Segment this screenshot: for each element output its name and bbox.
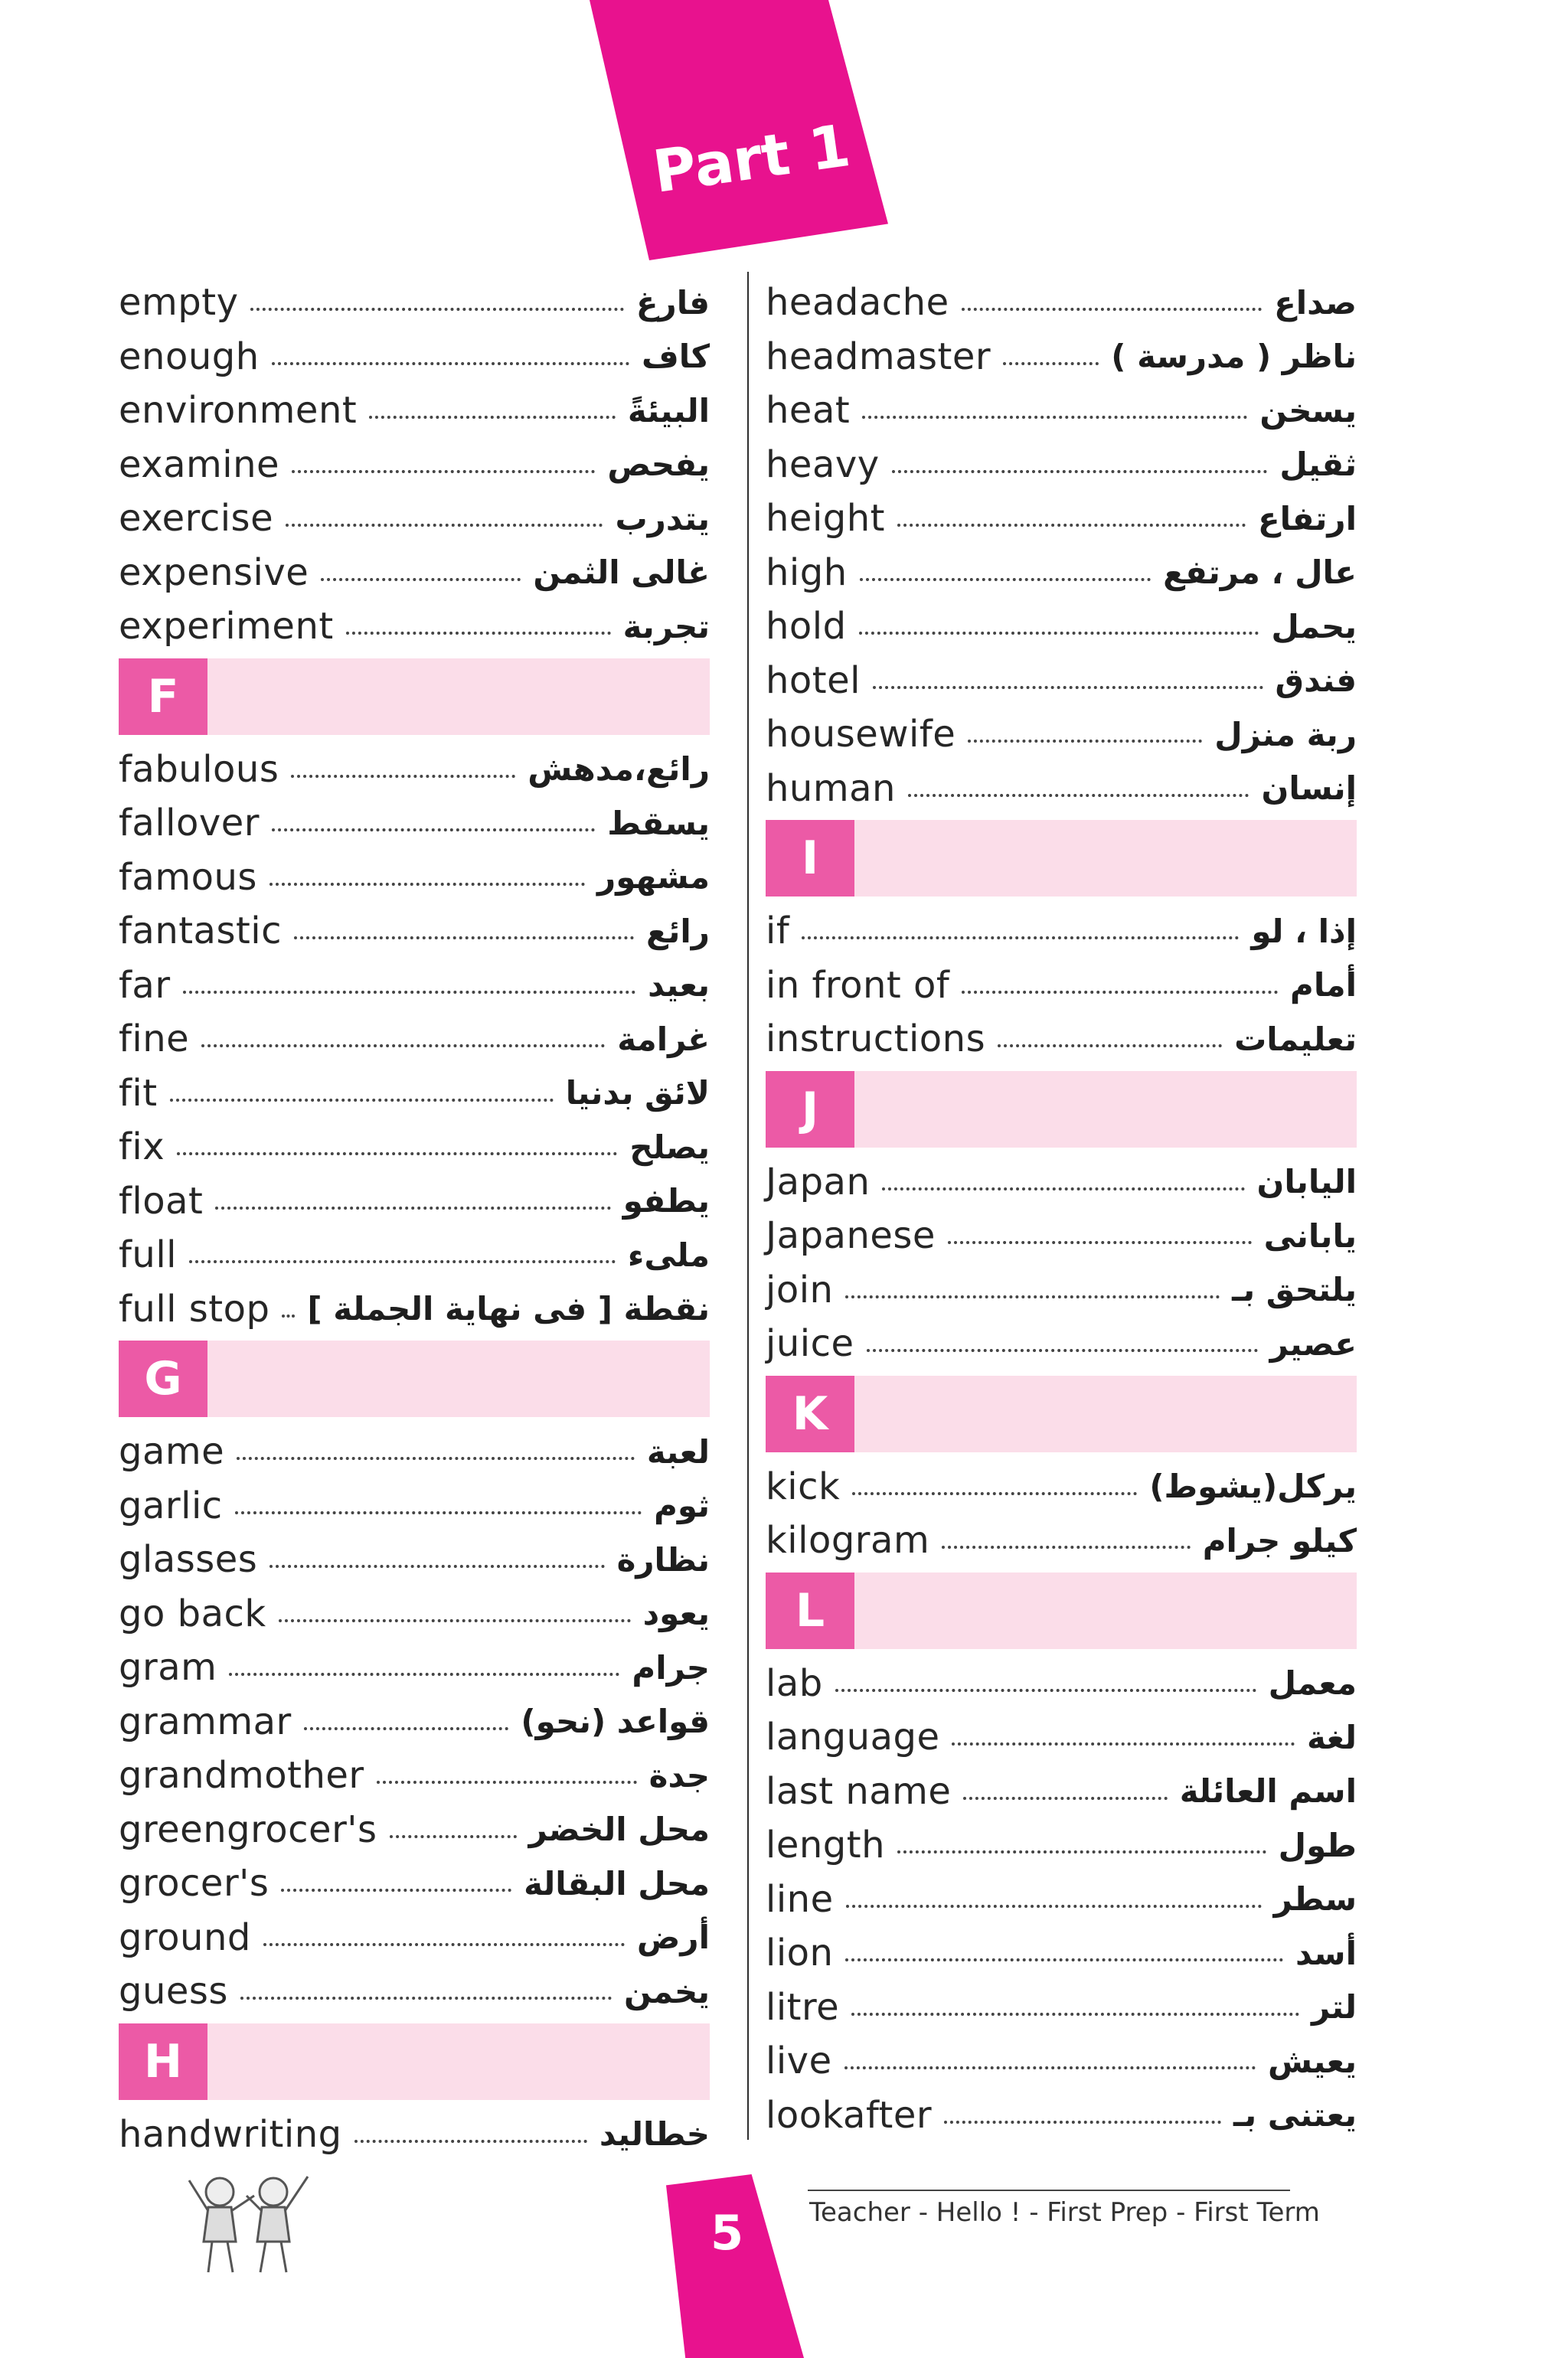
- part-title: Part 1: [648, 110, 854, 206]
- english-word: lab: [766, 1661, 823, 1705]
- vocab-entry: [119, 1066, 710, 1121]
- dot-leader: [183, 991, 636, 994]
- arabic-translation: يركل(يشوط): [1149, 1468, 1357, 1506]
- dot-leader: [377, 1781, 637, 1784]
- arabic-translation: يتدرب: [615, 499, 710, 537]
- arabic-translation: إذا ، لو: [1251, 912, 1357, 950]
- dot-leader: [272, 828, 595, 831]
- arabic-translation: ملىء: [627, 1236, 710, 1274]
- vocab-entry: [766, 1263, 1357, 1318]
- arabic-translation: ثوم: [654, 1487, 710, 1525]
- english-word: fallover: [119, 802, 260, 845]
- english-word: enough: [119, 335, 260, 378]
- dot-leader: [346, 632, 611, 635]
- dot-leader: [215, 1207, 610, 1210]
- dot-leader: [944, 2121, 1221, 2124]
- letter-section-header: [766, 820, 1357, 896]
- dot-leader: [962, 991, 1278, 994]
- vocab-entry: [119, 1803, 710, 1857]
- vocab-entry: [766, 2034, 1357, 2089]
- section-letter: L: [766, 1573, 854, 1649]
- vocab-entry: [766, 762, 1357, 816]
- english-word: fabulous: [119, 747, 279, 791]
- english-word: expensive: [119, 550, 309, 594]
- arabic-translation: محل البقالة: [524, 1864, 710, 1902]
- dot-leader: [952, 1742, 1295, 1746]
- section-letter: K: [766, 1376, 854, 1452]
- vocab-entry: [766, 1657, 1357, 1711]
- section-bar-fill: [207, 658, 710, 735]
- dot-leader: [835, 1689, 1256, 1692]
- dot-leader: [291, 775, 515, 778]
- dot-leader: [998, 1044, 1222, 1047]
- english-word: garlic: [119, 1484, 223, 1527]
- english-word: full stop: [119, 1287, 270, 1331]
- vocab-entry: [766, 1012, 1357, 1066]
- arabic-translation: صداع: [1274, 283, 1357, 322]
- vocab-entry: [119, 438, 710, 492]
- dot-leader: [867, 1349, 1258, 1352]
- english-word: environment: [119, 389, 358, 433]
- page-number: 5: [710, 2205, 744, 2261]
- vocab-entry: [766, 1460, 1357, 1514]
- english-word: if: [766, 910, 790, 953]
- dot-leader: [390, 1835, 517, 1838]
- letter-section-header: [766, 1071, 1357, 1148]
- arabic-translation: لعبة: [646, 1432, 710, 1471]
- dot-leader: [201, 1044, 605, 1047]
- arabic-translation: يعيش: [1268, 2042, 1357, 2080]
- arabic-translation: يسخن: [1259, 391, 1357, 429]
- english-word: famous: [119, 855, 257, 899]
- vocab-entry: [766, 384, 1357, 438]
- dot-leader: [263, 1943, 625, 1946]
- english-word: headache: [766, 281, 949, 325]
- english-word: grocer's: [119, 1862, 270, 1906]
- english-word: greengrocer's: [119, 1808, 377, 1851]
- arabic-translation: بعيد: [648, 966, 710, 1004]
- english-word: instructions: [766, 1017, 986, 1061]
- column-divider: [747, 272, 749, 2140]
- english-word: fantastic: [119, 910, 283, 953]
- english-word: juice: [766, 1322, 854, 1366]
- arabic-translation: ربة منزل: [1214, 715, 1357, 753]
- dot-leader: [286, 524, 603, 527]
- arabic-translation: خطاليد: [599, 2115, 710, 2154]
- dot-leader: [270, 883, 585, 886]
- vocab-entry: [766, 546, 1357, 600]
- cartoon-kids-image: [178, 2165, 323, 2280]
- arabic-translation: البيئةً: [627, 391, 710, 429]
- arabic-translation: رائع،مدهش: [528, 750, 710, 789]
- english-word: glasses: [119, 1538, 258, 1582]
- footer-text: Teacher - Hello ! - First Prep - First Term: [809, 2197, 1320, 2228]
- english-word: empty: [119, 281, 239, 325]
- vocab-entry: [119, 492, 710, 546]
- dot-leader: [321, 578, 521, 581]
- dot-leader: [851, 2013, 1299, 2016]
- english-word: high: [766, 550, 848, 594]
- dot-leader: [235, 1511, 642, 1514]
- section-letter: I: [766, 820, 854, 896]
- section-bar-fill: [854, 820, 1357, 896]
- dot-leader: [240, 1997, 612, 2000]
- vocab-entry: [766, 1155, 1357, 1210]
- vocab-entry: [119, 1533, 710, 1587]
- arabic-translation: تعليمات: [1234, 1020, 1357, 1058]
- dot-leader: [170, 1099, 554, 1102]
- english-word: go back: [119, 1592, 266, 1635]
- section-bar-fill: [854, 1376, 1357, 1452]
- page-number-tab: [666, 2174, 804, 2358]
- dot-leader: [892, 470, 1268, 473]
- dot-leader: [354, 2140, 587, 2143]
- dot-leader: [897, 1850, 1266, 1853]
- vocab-entry: [119, 1911, 710, 1965]
- arabic-translation: ناظر ( مدرسة ): [1111, 338, 1357, 376]
- vocab-entry: [766, 492, 1357, 546]
- english-word: heat: [766, 389, 851, 433]
- dot-leader: [1003, 362, 1099, 365]
- english-word: far: [119, 963, 171, 1007]
- section-bar-fill: [854, 1071, 1357, 1148]
- dot-leader: [237, 1457, 635, 1460]
- arabic-translation: يحمل: [1271, 607, 1357, 645]
- english-word: language: [766, 1716, 940, 1759]
- dot-leader: [282, 1315, 295, 1318]
- dot-leader: [229, 1673, 619, 1676]
- vocab-entry: [119, 546, 710, 600]
- english-word: join: [766, 1268, 834, 1311]
- english-word: height: [766, 497, 885, 541]
- vocab-entry: [766, 1981, 1357, 2035]
- dot-leader: [962, 308, 1262, 311]
- vocab-entry: [766, 1317, 1357, 1371]
- dot-leader: [862, 416, 1247, 419]
- arabic-translation: كاف: [642, 338, 710, 376]
- english-word: housewife: [766, 713, 956, 756]
- arabic-translation: لائق بدنيا: [565, 1074, 710, 1112]
- arabic-translation: لغة: [1307, 1718, 1357, 1756]
- vocab-entry: [119, 1479, 710, 1533]
- vocab-column-left: [119, 276, 710, 2161]
- letter-section-header: [766, 1573, 1357, 1649]
- english-word: game: [119, 1430, 225, 1474]
- english-word: guess: [119, 1970, 228, 2013]
- arabic-translation: طول: [1278, 1826, 1357, 1864]
- vocab-entry: [119, 1012, 710, 1066]
- arabic-translation: مشهور: [597, 858, 710, 896]
- footer-rule: [808, 2190, 1290, 2191]
- vocab-entry: [119, 851, 710, 905]
- vocab-entry: [119, 1587, 710, 1641]
- arabic-translation: نقطة [ فى نهاية الجملة ]: [307, 1290, 710, 1328]
- arabic-translation: يسقط: [607, 804, 710, 842]
- arabic-translation: إنسان: [1261, 769, 1357, 808]
- arabic-translation: يعود: [642, 1595, 710, 1633]
- english-word: heavy: [766, 443, 880, 486]
- english-word: exercise: [119, 497, 274, 541]
- dot-leader: [802, 936, 1239, 939]
- arabic-translation: محل الخضر: [528, 1811, 710, 1849]
- dot-leader: [845, 1958, 1283, 1961]
- english-word: examine: [119, 443, 280, 486]
- vocab-entry: [119, 1120, 710, 1174]
- vocab-entry: [766, 1514, 1357, 1568]
- letter-section-header: [119, 658, 710, 735]
- vocab-entry: [766, 1209, 1357, 1263]
- letter-section-header: [766, 1376, 1357, 1452]
- vocab-entry: [119, 904, 710, 959]
- english-word: experiment: [119, 605, 334, 648]
- vocab-entry: [766, 438, 1357, 492]
- arabic-translation: معمل: [1268, 1664, 1357, 1703]
- arabic-translation: قواعد (نحو): [521, 1703, 710, 1741]
- arabic-translation: يلتحق بـ: [1232, 1271, 1357, 1309]
- section-bar-fill: [207, 2023, 710, 2100]
- vocab-entry: [119, 2108, 710, 2162]
- english-word: length: [766, 1824, 885, 1867]
- arabic-translation: جدة: [648, 1756, 710, 1795]
- english-word: fix: [119, 1125, 165, 1169]
- arabic-translation: ارتفاع: [1257, 499, 1357, 537]
- letter-section-header: [119, 1341, 710, 1417]
- vocab-entry: [766, 654, 1357, 708]
- vocab-entry: [119, 599, 710, 654]
- vocab-entry: [766, 2089, 1357, 2143]
- english-word: kilogram: [766, 1519, 930, 1563]
- dot-leader: [369, 416, 616, 419]
- dot-leader: [968, 740, 1202, 743]
- english-word: handwriting: [119, 2112, 342, 2156]
- dot-leader: [281, 1889, 511, 1892]
- dot-leader: [272, 362, 629, 365]
- english-word: in front of: [766, 963, 950, 1007]
- dot-leader: [963, 1797, 1167, 1800]
- vocab-entry: [119, 1857, 710, 1911]
- english-word: ground: [119, 1915, 251, 1959]
- dot-leader: [270, 1565, 604, 1568]
- dot-leader: [942, 1546, 1191, 1549]
- english-word: full: [119, 1233, 177, 1277]
- dot-leader: [897, 524, 1246, 527]
- dot-leader: [177, 1152, 617, 1155]
- english-word: grandmother: [119, 1754, 364, 1798]
- section-bar-fill: [207, 1341, 710, 1417]
- vocab-entry: [119, 330, 710, 384]
- arabic-translation: يفحص: [607, 446, 710, 484]
- english-word: live: [766, 2040, 832, 2083]
- dot-leader: [844, 2066, 1256, 2069]
- vocab-entry: [119, 276, 710, 330]
- arabic-translation: نظارة: [616, 1540, 710, 1579]
- dot-leader: [860, 578, 1151, 581]
- english-word: Japanese: [766, 1214, 936, 1258]
- arabic-translation: عال ، مرتفع: [1163, 554, 1357, 592]
- vocab-entry: [766, 1818, 1357, 1873]
- vocab-entry: [766, 1926, 1357, 1981]
- arabic-translation: فارغ: [635, 283, 710, 322]
- vocab-entry: [119, 1964, 710, 2019]
- arabic-translation: غرامة: [617, 1020, 710, 1058]
- dot-leader: [250, 308, 623, 311]
- vocab-entry: [119, 959, 710, 1013]
- vocab-entry: [119, 1695, 710, 1749]
- arabic-translation: اليابان: [1256, 1163, 1357, 1201]
- arabic-translation: يصلح: [629, 1128, 710, 1166]
- english-word: line: [766, 1877, 834, 1921]
- english-word: lion: [766, 1932, 834, 1975]
- arabic-translation: غالى الثمن: [533, 554, 710, 592]
- english-word: grammar: [119, 1700, 292, 1743]
- section-letter: J: [766, 1071, 854, 1148]
- vocab-entry: [119, 1425, 710, 1479]
- arabic-translation: لتر: [1311, 1988, 1357, 2027]
- vocab-entry: [766, 1765, 1357, 1819]
- dot-leader: [846, 1905, 1262, 1908]
- arabic-translation: أمام: [1290, 966, 1357, 1004]
- vocab-entry: [119, 743, 710, 797]
- vocab-entry: [766, 1873, 1357, 1927]
- vocab-column-right: [766, 276, 1357, 2142]
- arabic-translation: سطر: [1273, 1880, 1357, 1919]
- arabic-translation: أسد: [1295, 1934, 1357, 1972]
- vocab-entry: [119, 796, 710, 851]
- vocab-entry: [766, 904, 1357, 959]
- arabic-translation: اسم العائلة: [1179, 1772, 1357, 1811]
- arabic-translation: يابانى: [1263, 1217, 1357, 1255]
- vocab-entry: [766, 276, 1357, 330]
- dot-leader: [294, 936, 634, 939]
- section-letter: F: [119, 658, 207, 735]
- vocab-entry: [766, 1710, 1357, 1765]
- letter-section-header: [119, 2023, 710, 2100]
- dot-leader: [882, 1187, 1244, 1190]
- vocab-entry: [119, 1749, 710, 1803]
- english-word: Japan: [766, 1160, 871, 1203]
- english-word: litre: [766, 1985, 840, 2029]
- dot-leader: [845, 1295, 1220, 1298]
- english-word: gram: [119, 1646, 217, 1690]
- dot-leader: [279, 1619, 631, 1622]
- english-word: human: [766, 766, 896, 810]
- dot-leader: [859, 632, 1259, 635]
- arabic-translation: عصير: [1269, 1324, 1357, 1363]
- dot-leader: [304, 1727, 509, 1730]
- arabic-translation: فندق: [1275, 661, 1357, 700]
- arabic-translation: يخمن: [624, 1972, 710, 2010]
- vocab-entry: [119, 384, 710, 438]
- arabic-translation: يعتنى بـ: [1233, 2096, 1357, 2134]
- arabic-translation: أرض: [636, 1919, 710, 1957]
- arabic-translation: ثقيل: [1279, 446, 1357, 484]
- dot-leader: [852, 1492, 1137, 1495]
- vocab-entry: [766, 599, 1357, 654]
- english-word: kick: [766, 1465, 841, 1508]
- english-word: hold: [766, 605, 847, 648]
- arabic-translation: جرام: [632, 1648, 710, 1687]
- arabic-translation: رائع: [645, 912, 710, 950]
- arabic-translation: تجربة: [622, 607, 710, 645]
- arabic-translation: كيلو جرام: [1202, 1521, 1357, 1559]
- vocab-entry: [119, 1228, 710, 1282]
- english-word: fit: [119, 1071, 158, 1115]
- english-word: last name: [766, 1769, 952, 1813]
- section-bar-fill: [854, 1573, 1357, 1649]
- english-word: float: [119, 1179, 204, 1223]
- english-word: hotel: [766, 658, 861, 702]
- vocab-entry: [766, 330, 1357, 384]
- english-word: fine: [119, 1017, 190, 1061]
- vocab-entry: [119, 1641, 710, 1695]
- arabic-translation: يطفو: [622, 1182, 710, 1220]
- dot-leader: [292, 470, 595, 473]
- vocab-entry: [119, 1174, 710, 1229]
- vocab-entry: [766, 959, 1357, 1013]
- dot-leader: [948, 1241, 1252, 1244]
- dot-leader: [189, 1260, 616, 1263]
- dot-leader: [908, 794, 1250, 797]
- vocab-entry: [766, 707, 1357, 762]
- section-letter: H: [119, 2023, 207, 2100]
- section-letter: G: [119, 1341, 207, 1417]
- vocab-entry: [119, 1282, 710, 1337]
- english-word: headmaster: [766, 335, 991, 378]
- dot-leader: [873, 686, 1263, 689]
- english-word: lookafter: [766, 2093, 933, 2137]
